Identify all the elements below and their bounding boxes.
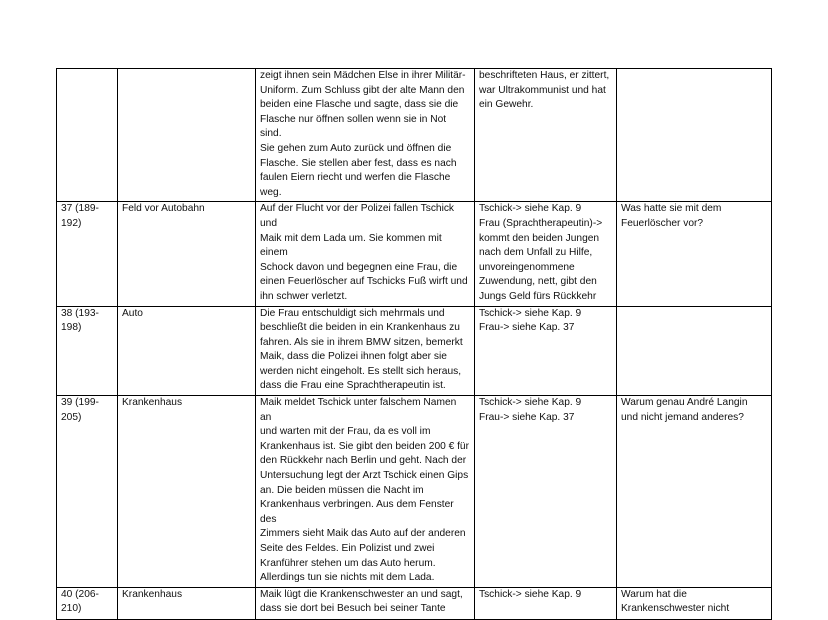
chapter-number-cell: 37 (189- 192) — [57, 202, 118, 306]
content-cell — [256, 587, 475, 619]
chapter-number-cell: 38 (193- 198) — [57, 306, 118, 396]
questions-cell: Warum genau André Langin und nicht jemand anderes? — [617, 396, 772, 588]
questions-cell — [617, 306, 772, 396]
characters-cell: beschrifteten Haus, er zittert, war Ultrakommunist und hat ein Gewehr. — [475, 69, 617, 202]
location-cell — [118, 587, 256, 619]
table-row — [57, 69, 772, 202]
characters-cell: Tschick-> siehe Kap. 9 Frau-> siehe Kap. 37 — [475, 396, 617, 588]
table-row — [57, 306, 772, 396]
location-cell: Krankenhaus — [118, 396, 256, 588]
questions-cell — [617, 587, 772, 619]
location-cell: Feld vor Autobahn — [118, 202, 256, 306]
location-cell: Auto — [118, 306, 256, 396]
characters-cell: Tschick-> siehe Kap. 9 Frau (Sprachtherapeutin)-> kommt den beiden Jungen nach dem Unfall zu Hilfe, unvoreingenommene Zuwendung, nett, gibt den Jungs Geld fürs Rückkehr — [475, 202, 617, 306]
chapter-summary-table — [56, 68, 772, 620]
questions-text: Warum hat die Krankenschwester nicht — [621, 588, 730, 615]
characters-text: Tschick-> siehe Kap. 9 — [479, 588, 582, 600]
chapter-number-text: 40 (206- 210) — [61, 588, 99, 615]
content-cell: zeigt ihnen sein Mädchen Else in ihrer Militär- Uniform. Zum Schluss gibt der alte Mann den beiden eine Flasche und sagte, dass sie die Flasche nur öffnen sollen wenn sie in Not sind. Sie gehen zum Auto zurück und öffnen die Flasche. Sie stellen aber fest, dass es nach faulen Eiern riecht und werfen die Flasche weg. — [256, 69, 475, 202]
chapter-number-cell — [57, 69, 118, 202]
content-cell: Die Frau entschuldigt sich mehrmals und beschließt die beiden in ein Krankenhaus zu fahren. Als sie in ihrem BMW sitzen, bemerkt Maik, dass die Polizei ihnen folgt aber sie werden nicht eingeholt. Es stellt sich heraus, dass die Frau eine Sprachtherapeutin ist. — [256, 306, 475, 396]
characters-cell: Tschick-> siehe Kap. 9 Frau-> siehe Kap. 37 — [475, 306, 617, 396]
table-row — [57, 396, 772, 588]
content-cell: Maik meldet Tschick unter falschem Namen an und warten mit der Frau, da es voll im Krankenhaus ist. Sie gibt den beiden 200 € für den Rückkehr nach Berlin und geht. Nach der Untersuchung legt der Arzt Tschick einen Gips an. Die beiden müssen die Nacht im Krankenhaus verbringen. Aus dem Fenster des Zimmers sieht Maik das Auto auf der anderen Seite des Feldes. Ein Polizist und zwei Kranführer stehen um das Auto herum. Allerdings tun sie nichts mit dem Lada. — [256, 396, 475, 588]
location-cell — [118, 69, 256, 202]
questions-cell — [617, 69, 772, 202]
chapter-number-cell: 39 (199- 205) — [57, 396, 118, 588]
content-cell: Auf der Flucht vor der Polizei fallen Tschick und Maik mit dem Lada um. Sie kommen mit einem Schock davon und begegnen eine Frau, die einen Feuerlöscher auf Tschicks Fuß wirft und ihn schwer verletzt. — [256, 202, 475, 306]
questions-cell: Was hatte sie mit dem Feuerlöscher vor? — [617, 202, 772, 306]
table-row — [57, 202, 772, 306]
chapter-number-cell — [57, 587, 118, 619]
content-text: Maik lügt die Krankenschwester an und sagt, dass sie dort bei Besuch bei seiner Tante — [260, 588, 463, 615]
characters-cell — [475, 587, 617, 619]
table-row — [57, 587, 772, 619]
location-text: Krankenhaus — [122, 588, 183, 600]
